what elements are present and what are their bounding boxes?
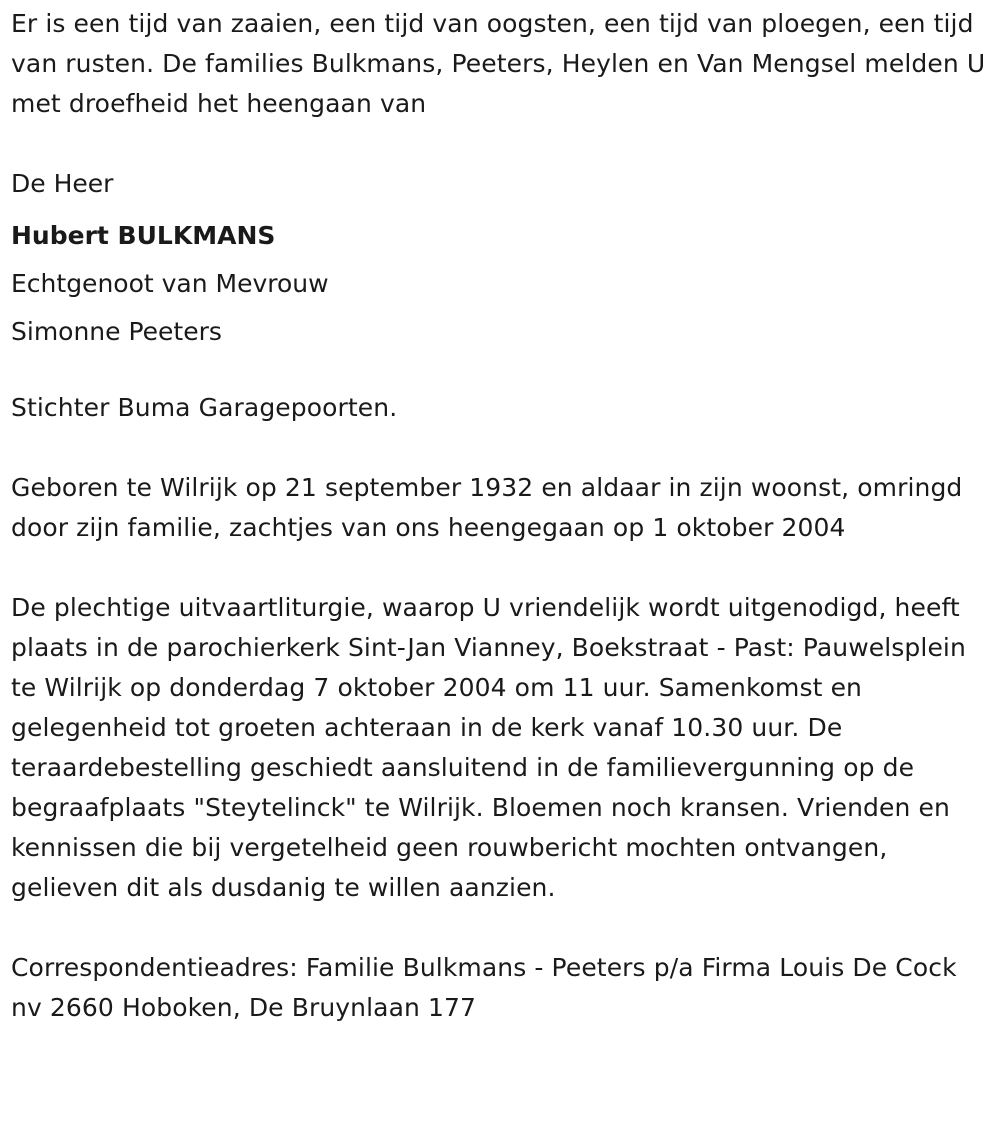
deceased-name: Hubert BULKMANS xyxy=(11,221,276,250)
spacer xyxy=(11,548,986,588)
intro-paragraph: Er is een tijd van zaaien, een tijd van oogsten, een tijd van ploegen, een tijd van rusten. De families Bulkmans, Peeters, Heylen en Van Mengsel melden U met droefheid het heengaan van xyxy=(11,9,986,118)
spouse-label: Echtgenoot van Mevrouw xyxy=(11,269,329,298)
spacer xyxy=(11,908,986,948)
birth-death-paragraph: Geboren te Wilrijk op 21 september 1932 en aldaar in zijn woonst, omringd door zijn familie, zachtjes van ons heengegaan op 1 oktober 2004 xyxy=(11,473,963,542)
title-prefix: De Heer xyxy=(11,169,114,198)
spouse-name: Simonne Peeters xyxy=(11,317,222,346)
spacer xyxy=(11,356,986,388)
correspondence-paragraph: Correspondentieadres: Familie Bulkmans - Peeters p/a Firma Louis De Cock nv 2660 Hoboken, De Bruynlaan 177 xyxy=(11,953,957,1022)
spacer xyxy=(11,428,986,468)
death-notice xyxy=(11,4,986,1028)
spacer xyxy=(11,124,986,164)
funeral-paragraph: De plechtige uitvaartliturgie, waarop U vriendelijk wordt uitgenodigd, heeft plaats in de parochierkerk Sint-Jan Vianney, Boekstraat - Past: Pauwelsplein te Wilrijk op donderdag 7 oktober 2004 om 11 uur. Samenkomst en gelegenheid tot groeten achteraan in de kerk vanaf 10.30 uur. De teraardebestelling geschiedt aansluitend in de familievergunning op de begraafplaats "Steytelinck" te Wilrijk. Bloemen noch kransen. Vrienden en kennissen die bij vergetelheid geen rouwbericht mochten ontvangen, gelieven dit als dusdanig te willen aanzien. xyxy=(11,593,966,902)
founder-line: Stichter Buma Garagepoorten. xyxy=(11,393,398,422)
